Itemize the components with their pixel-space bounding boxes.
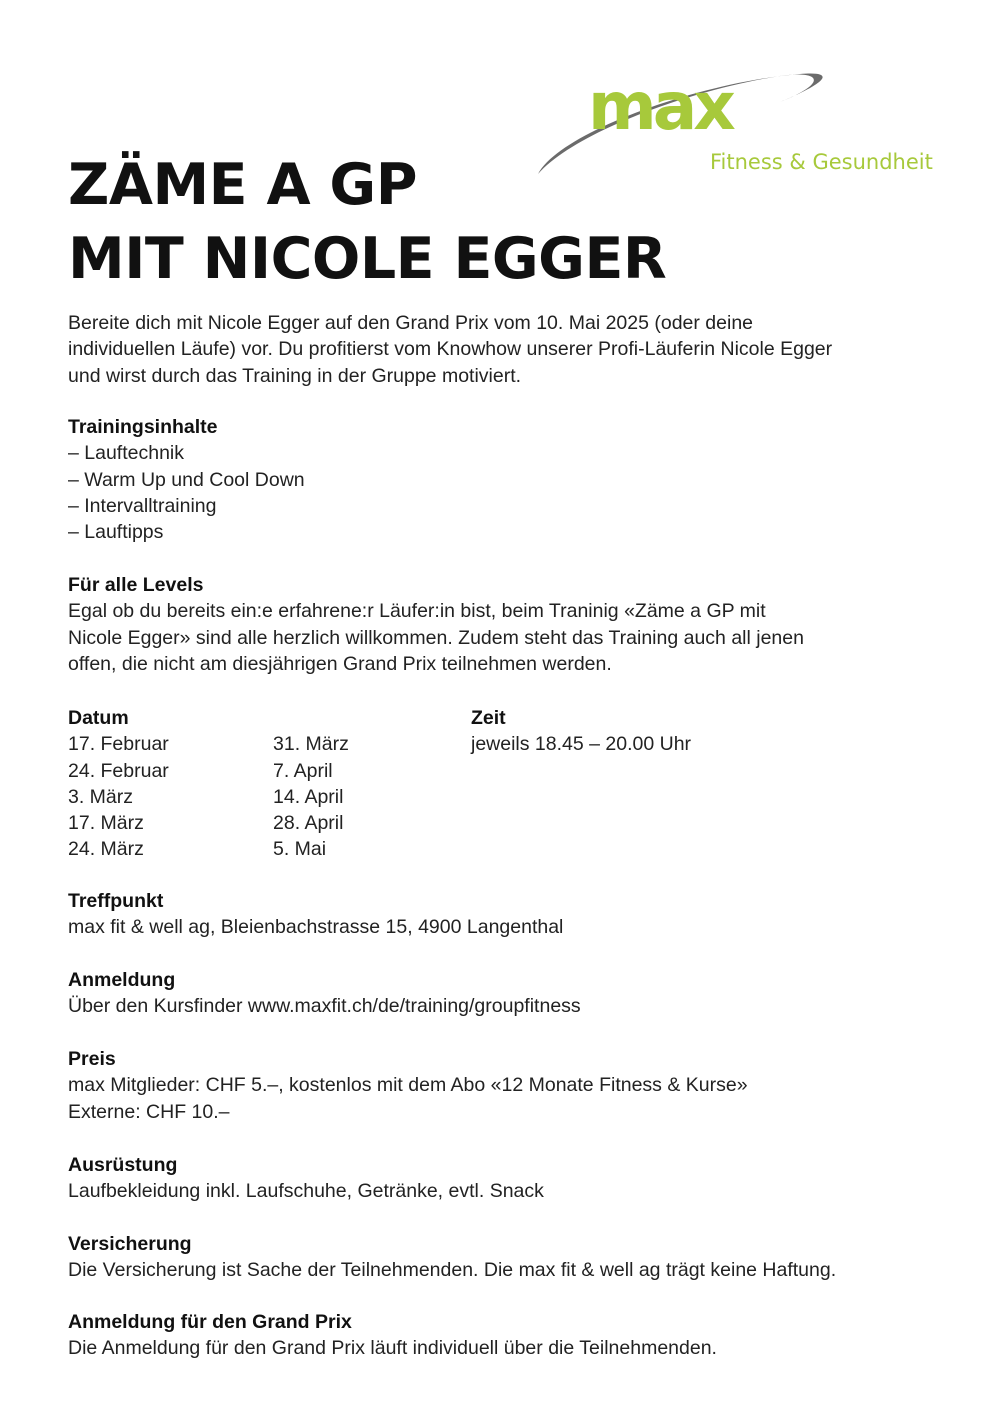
equipment-heading: Ausrüstung: [68, 1154, 178, 1176]
levels-line: Egal ob du bereits ein:e erfahrene:r Läufer:in bist, beim Traninig «Zäme a GP mit: [68, 600, 766, 623]
intro-line: Bereite dich mit Nicole Egger auf den Grand Prix vom 10. Mai 2025 (oder deine: [68, 312, 754, 334]
levels-heading: Für alle Levels: [68, 574, 204, 596]
training-section: [68, 414, 948, 545]
price-line: Externe: CHF 10.–: [68, 1100, 230, 1123]
date-item: 31. März: [273, 733, 349, 756]
meeting-text: max fit & well ag, Bleienbachstrasse 15, 4900 Langenthal: [68, 916, 564, 939]
registration-heading: Anmeldung: [68, 969, 176, 991]
equipment-text: Laufbekleidung inkl. Laufschuhe, Getränke, evtl. Snack: [68, 1180, 544, 1203]
date-item: 3. März: [68, 785, 134, 808]
price-section: [68, 1046, 948, 1125]
date-item: 5. Mai: [273, 838, 327, 861]
logo-wordmark: max: [588, 68, 732, 145]
insurance-text: Die Versicherung ist Sache der Teilnehmenden. Die max fit & well ag trägt keine Haftung.: [68, 1259, 837, 1282]
logo-tagline: Fitness & Gesundheit: [710, 150, 933, 174]
training-item: – Warm Up und Cool Down: [68, 468, 305, 491]
insurance-section: [68, 1231, 948, 1284]
page-title: [68, 148, 666, 296]
date-heading: Datum: [68, 707, 129, 729]
price-heading: Preis: [68, 1048, 116, 1070]
gp-registration-section: [68, 1309, 948, 1362]
training-item: – Intervalltraining: [68, 494, 217, 517]
time-column: [471, 705, 691, 758]
registration-text: Über den Kursfinder www.maxfit.ch/de/training/groupfitness: [68, 995, 581, 1018]
registration-section: [68, 967, 948, 1020]
date-item: 28. April: [273, 812, 344, 835]
levels-line: Nicole Egger» sind alle herzlich willkommen. Zudem steht das Training auch all jenen: [68, 626, 804, 649]
date-item: 17. Februar: [68, 733, 169, 756]
meeting-section: [68, 888, 948, 941]
gp-registration-heading: Anmeldung für den Grand Prix: [68, 1311, 352, 1333]
dates-column-2: [273, 731, 349, 862]
title-line-2: MIT NICOLE EGGER: [68, 226, 667, 292]
levels-line: offen, die nicht am diesjährigen Grand Prix teilnehmen werden.: [68, 652, 612, 675]
training-heading: Trainingsinhalte: [68, 416, 218, 438]
training-item: – Lauftechnik: [68, 442, 185, 465]
title-line-1: ZÄME A GP: [68, 152, 417, 218]
gp-registration-text: Die Anmeldung für den Grand Prix läuft individuell über die Teilnehmenden.: [68, 1337, 717, 1360]
date-item: 17. März: [68, 812, 144, 835]
date-item: 7. April: [273, 759, 333, 782]
intro-line: individuellen Läufe) vor. Du profitierst vom Knowhow unserer Profi-Läuferin Nicole Egger: [68, 338, 833, 361]
dates-column-1: [68, 705, 169, 863]
date-item: 24. März: [68, 838, 144, 861]
equipment-section: [68, 1152, 948, 1205]
date-item: 14. April: [273, 785, 344, 808]
intro-paragraph: [68, 310, 948, 389]
intro-line: und wirst durch das Training in der Gruppe motiviert.: [68, 364, 522, 387]
price-line: max Mitglieder: CHF 5.–, kostenlos mit dem Abo «12 Monate Fitness & Kurse»: [68, 1074, 748, 1097]
meeting-heading: Treffpunkt: [68, 890, 164, 912]
time-heading: Zeit: [471, 707, 506, 729]
time-value: jeweils 18.45 – 20.00 Uhr: [471, 733, 692, 756]
levels-section: [68, 572, 948, 677]
training-item: – Lauftipps: [68, 521, 164, 544]
insurance-heading: Versicherung: [68, 1233, 192, 1255]
date-item: 24. Februar: [68, 759, 169, 782]
